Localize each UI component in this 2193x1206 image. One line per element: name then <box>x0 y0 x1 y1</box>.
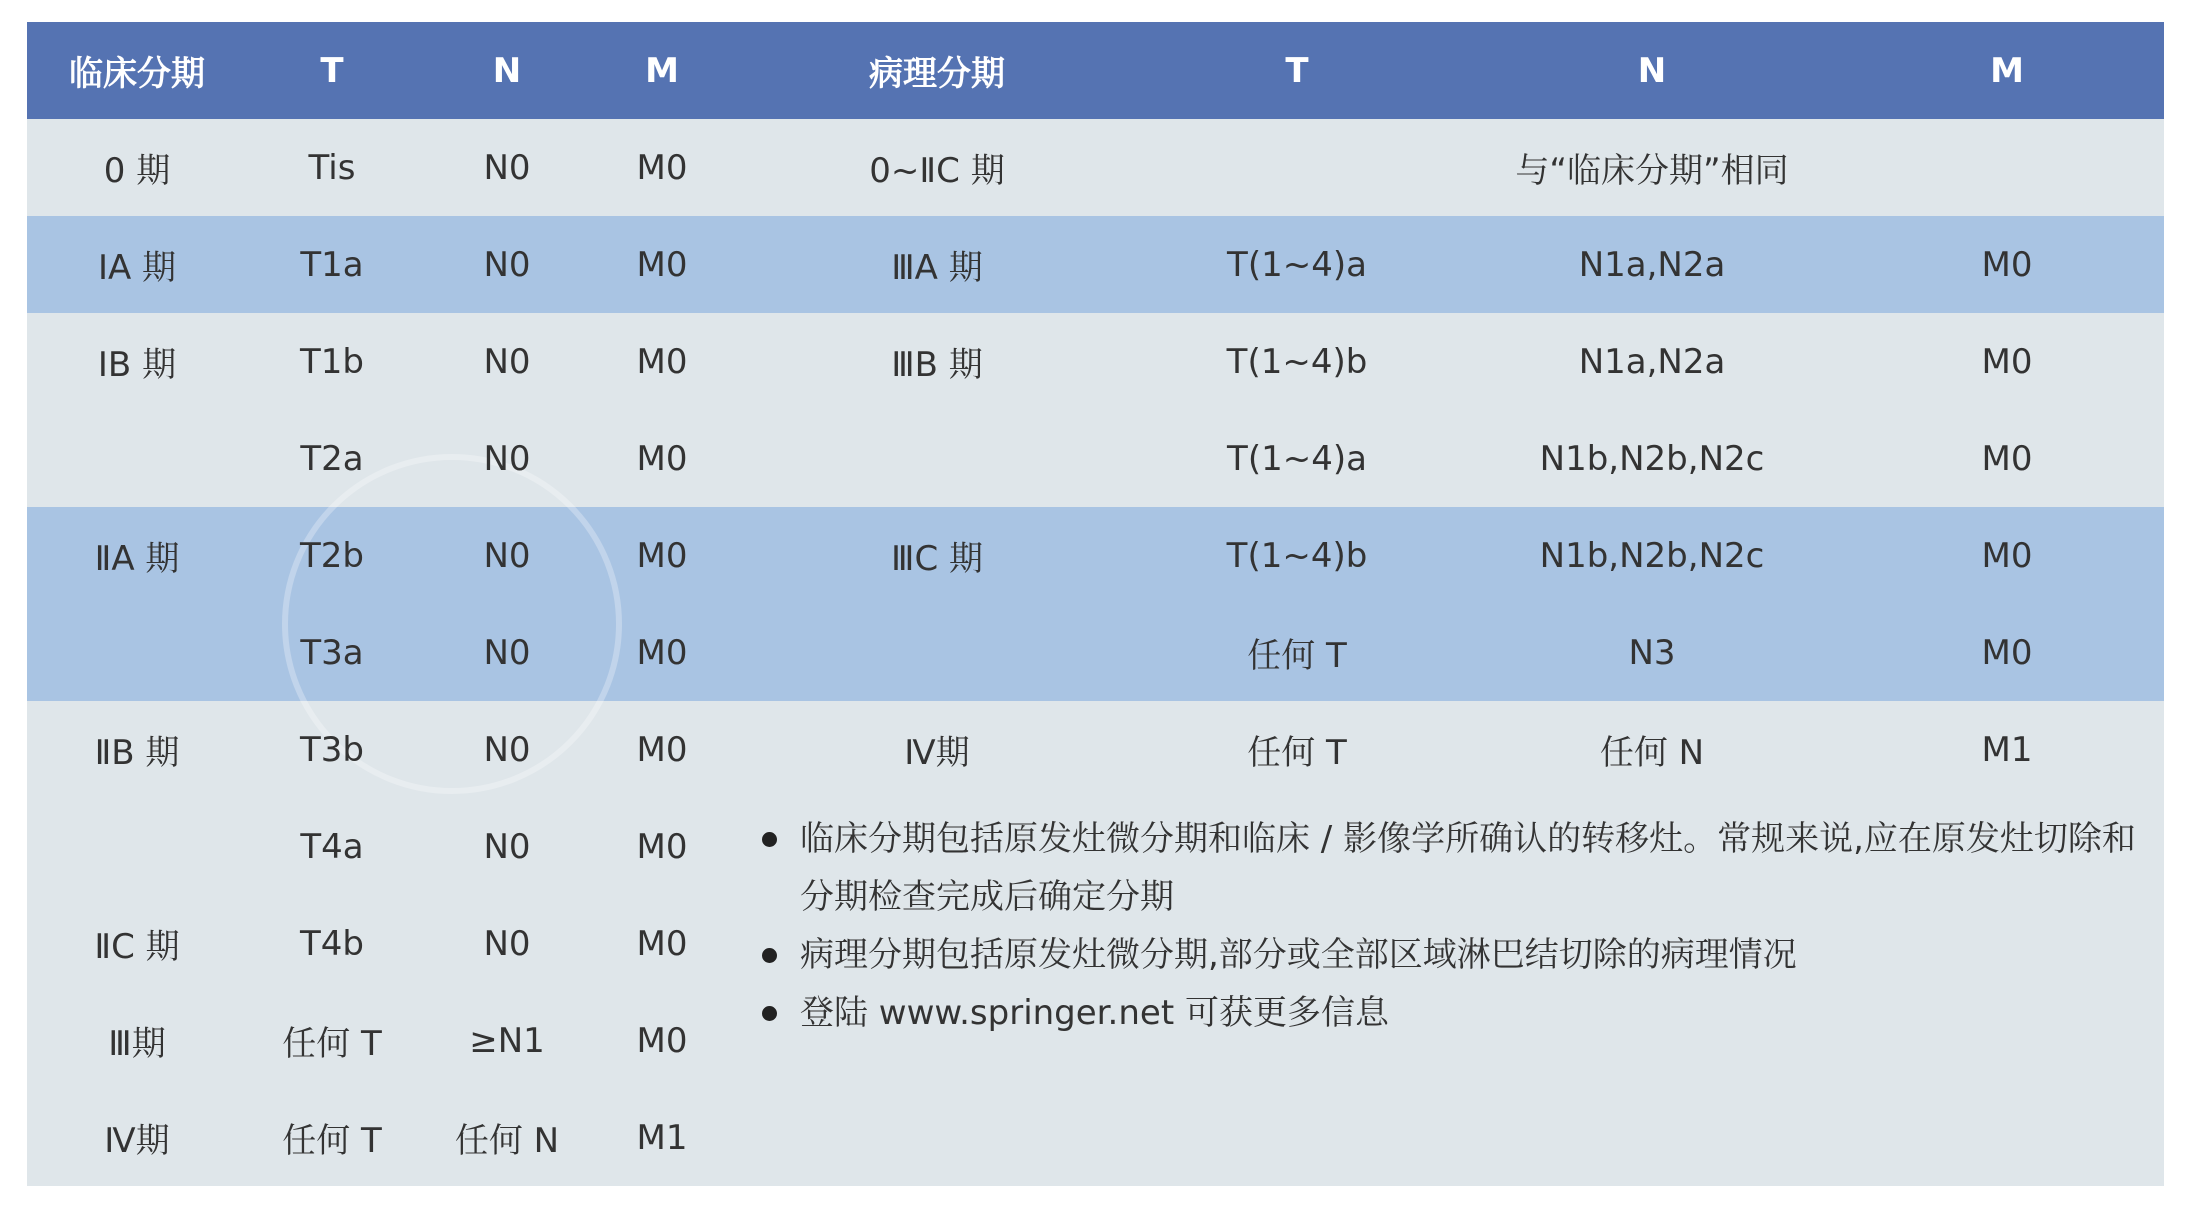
clinical-stage-cell <box>27 604 247 701</box>
clinical-stage-cell: ⅡB 期 <box>94 733 180 773</box>
clinical-n-cell: N0 <box>483 729 531 770</box>
clinical-m-cell: M0 <box>636 1020 688 1061</box>
path-m-cell: M0 <box>1981 341 2033 382</box>
path-t-cell: T(1~4)a <box>1227 438 1367 479</box>
path-n-cell: 任何 N <box>1599 733 1705 773</box>
header-clinical-stage: 临床分期 <box>69 54 205 94</box>
header-clinical-t: T <box>320 50 344 91</box>
clinical-t-cell: T1a <box>300 244 364 285</box>
clinical-t-cell: T3a <box>300 632 364 673</box>
clinical-stage-cell <box>27 410 247 507</box>
header-path-n: N <box>1637 50 1667 91</box>
clinical-m-cell: M0 <box>636 341 688 382</box>
clinical-t-cell: T3b <box>300 729 364 770</box>
note-text: 登陆 www.springer.net 可获更多信息 <box>800 993 1389 1033</box>
note-text: 病理分期包括原发灶微分期,部分或全部区域淋巴结切除的病理情况 <box>800 935 1797 975</box>
header-path-m: M <box>1990 50 2024 91</box>
clinical-stage-cell: ⅠB 期 <box>97 345 177 385</box>
clinical-m-cell: M1 <box>636 1117 688 1158</box>
clinical-n-cell: N0 <box>483 438 531 479</box>
path-m-cell: M0 <box>1981 535 2033 576</box>
clinical-n-cell: 任何 N <box>454 1121 560 1161</box>
clinical-t-cell: T4b <box>300 923 364 964</box>
clinical-stage-cell: ⅠA 期 <box>97 248 177 288</box>
clinical-t-cell: T2b <box>300 535 364 576</box>
clinical-stage-cell <box>27 798 247 895</box>
clinical-stage-cell: ⅡC 期 <box>94 927 180 967</box>
clinical-stage-cell: Ⅳ期 <box>104 1121 170 1161</box>
clinical-t-cell: Tis <box>308 147 356 188</box>
clinical-m-cell: M0 <box>636 729 688 770</box>
clinical-n-cell: N0 <box>483 632 531 673</box>
clinical-m-cell: M0 <box>636 632 688 673</box>
path-n-cell: N1b,N2b,N2c <box>1539 438 1765 479</box>
clinical-m-cell: M0 <box>636 923 688 964</box>
path-stage-cell: ⅢC 期 <box>891 539 983 579</box>
notes-list <box>752 810 2152 1042</box>
path-stage-cell: ⅢB 期 <box>891 345 983 385</box>
header-path-t: T <box>1285 50 1309 91</box>
path-n-cell: N1a,N2a <box>1578 244 1726 285</box>
clinical-n-cell: N0 <box>483 923 531 964</box>
clinical-t-cell: 任何 T <box>282 1024 382 1064</box>
clinical-stage-cell: 0 期 <box>103 151 171 191</box>
header-clinical-n: N <box>492 50 522 91</box>
clinical-m-cell: M0 <box>636 244 688 285</box>
clinical-stage-cell: ⅡA 期 <box>94 539 180 579</box>
path-t-cell: 任何 T <box>1247 636 1347 676</box>
clinical-n-cell: N0 <box>483 147 531 188</box>
note-item <box>752 810 2152 926</box>
clinical-t-cell: 任何 T <box>282 1121 382 1161</box>
clinical-t-cell: T1b <box>300 341 364 382</box>
path-m-cell: M1 <box>1981 729 2033 770</box>
note-item <box>752 926 2152 984</box>
note-text: 临床分期包括原发灶微分期和临床 / 影像学所确认的转移灶。常规来说,应在原发灶切除和分期检查完成后确定分期 <box>800 819 2136 917</box>
path-stage-cell <box>727 604 1147 701</box>
clinical-n-cell: N0 <box>483 535 531 576</box>
clinical-n-cell: N0 <box>483 341 531 382</box>
clinical-m-cell: M0 <box>636 438 688 479</box>
staging-table <box>27 22 2164 1186</box>
bullet-icon <box>762 948 777 963</box>
clinical-t-cell: T4a <box>300 826 364 867</box>
path-stage-cell: Ⅳ期 <box>904 733 970 773</box>
path-t-cell: 任何 T <box>1247 733 1347 773</box>
path-n-cell: N1a,N2a <box>1578 341 1726 382</box>
path-merged-cell: 与“临床分期”相同 <box>1515 151 1789 191</box>
clinical-n-cell: N0 <box>483 244 531 285</box>
clinical-t-cell: T2a <box>300 438 364 479</box>
clinical-m-cell: M0 <box>636 826 688 867</box>
clinical-m-cell: M0 <box>636 535 688 576</box>
path-m-cell: M0 <box>1981 244 2033 285</box>
bullet-icon <box>762 832 777 847</box>
clinical-n-cell: ≥N1 <box>469 1020 545 1061</box>
path-n-cell: N1b,N2b,N2c <box>1539 535 1765 576</box>
path-t-cell: T(1~4)b <box>1226 341 1368 382</box>
path-t-cell: T(1~4)a <box>1227 244 1367 285</box>
clinical-m-cell: M0 <box>636 147 688 188</box>
header-clinical-m: M <box>645 50 679 91</box>
path-m-cell: M0 <box>1981 438 2033 479</box>
path-stage-cell <box>727 410 1147 507</box>
path-m-cell: M0 <box>1981 632 2033 673</box>
note-item <box>752 984 2152 1042</box>
path-n-cell: N3 <box>1628 632 1676 673</box>
clinical-stage-cell: Ⅲ期 <box>108 1024 166 1064</box>
header-path-stage: 病理分期 <box>869 54 1005 94</box>
path-stage-cell: ⅢA 期 <box>891 248 983 288</box>
bullet-icon <box>762 1006 777 1021</box>
path-t-cell: T(1~4)b <box>1226 535 1368 576</box>
clinical-n-cell: N0 <box>483 826 531 867</box>
path-stage-cell: 0~ⅡC 期 <box>869 151 1005 191</box>
